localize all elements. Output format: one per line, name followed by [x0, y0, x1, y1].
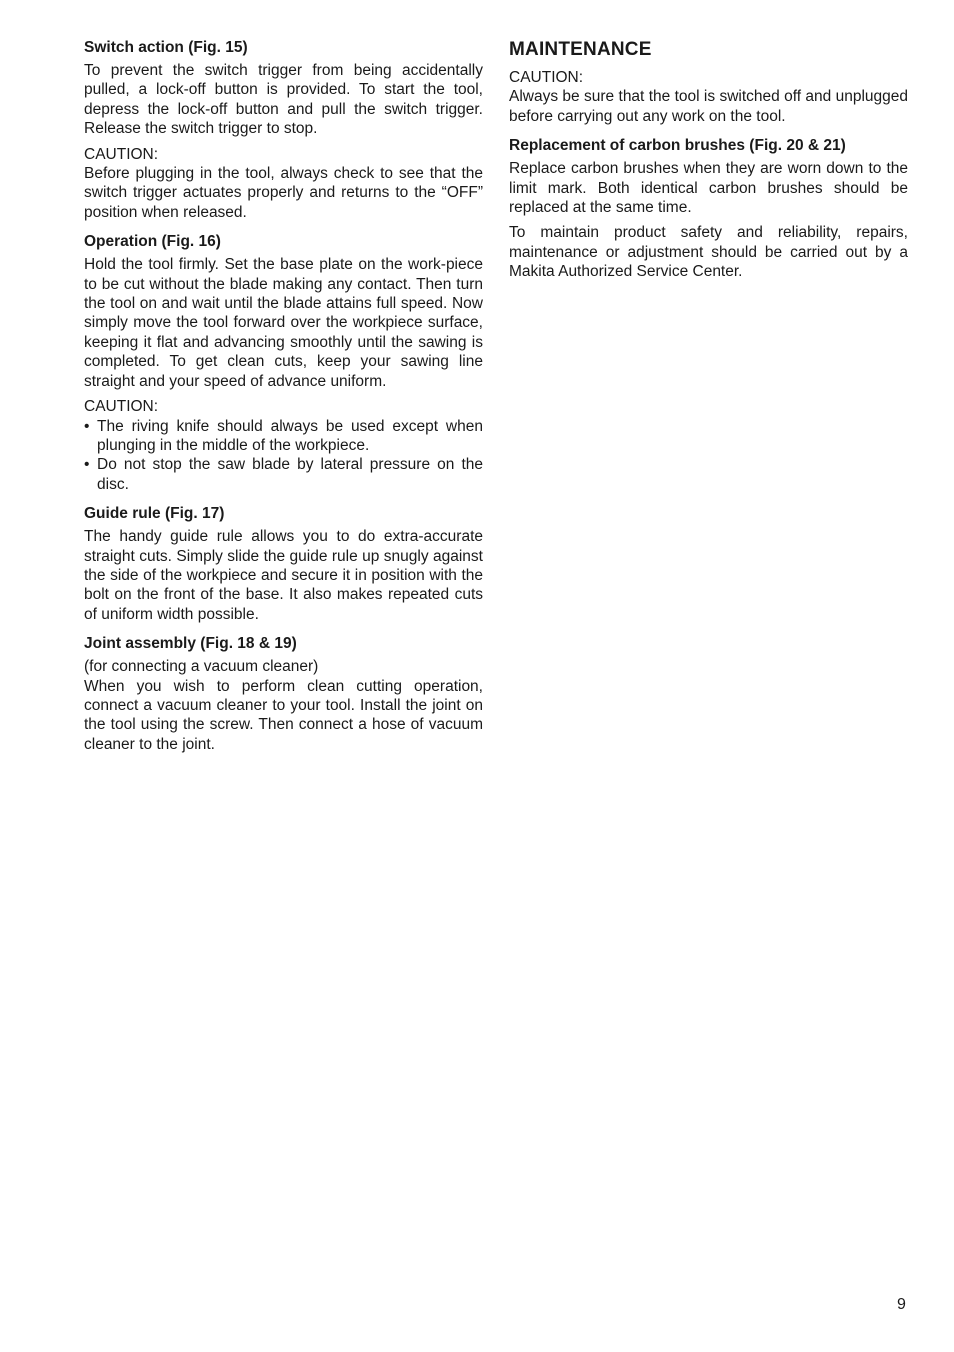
maintenance-section: [509, 38, 908, 126]
carbon-brushes-body-1: Replace carbon brushes when they are worn down to the limit mark. Both identical carbon brushes should be replaced at the same time.: [509, 160, 908, 217]
maintenance-heading: MAINTENANCE: [509, 39, 652, 60]
right-column: [509, 38, 908, 292]
left-column: [84, 38, 483, 764]
joint-assembly-subtitle: (for connecting a vacuum cleaner): [84, 658, 319, 676]
carbon-brushes-heading: Replacement of carbon brushes (Fig. 20 & 21): [509, 137, 846, 155]
page-number: 9: [897, 1296, 906, 1313]
operation-section: [84, 232, 483, 494]
switch-action-caution-body: Before plugging in the tool, always check to see that the switch trigger actuates properly and returns to the “OFF” position when released.: [84, 165, 483, 221]
switch-action-heading: Switch action (Fig. 15): [84, 39, 248, 56]
operation-heading: Operation (Fig. 16): [84, 233, 221, 251]
maintenance-caution-label: CAUTION:: [509, 69, 584, 86]
guide-rule-heading: Guide rule (Fig. 17): [84, 505, 225, 523]
switch-action-body: To prevent the switch trigger from being accidentally pulled, a lock-off button is provided. To start the tool, depress the lock-off button and pull the switch trigger. Release the switch trigger to stop.: [84, 62, 483, 138]
joint-assembly-body: When you wish to perform clean cutting operation, connect a vacuum cleaner to your tool. Install the joint on the tool using the screw. Then connect a hose of vacuum cleaner to the joint.: [84, 677, 483, 753]
bullet-text: The riving knife should always be used except when plunging in the middle of the workpiece.: [97, 417, 483, 454]
guide-rule-body: The handy guide rule allows you to do extra-accurate straight cuts. Simply slide the guide rule up snugly against the side of the workpiece and secure it in position with the bolt on the front of the base. It also makes repeated cuts of uniform width possible.: [84, 528, 483, 623]
maintenance-caution-body: Always be sure that the tool is switched off and unplugged before carrying out any work on the tool.: [509, 88, 908, 125]
carbon-brushes-body-2: To maintain product safety and reliability, repairs, maintenance or adjustment should be carried out by a Makita Authorized Service Center.: [509, 224, 908, 281]
operation-caution-label: CAUTION:: [84, 398, 159, 416]
switch-action-section: [84, 38, 483, 222]
switch-action-caution-label: CAUTION:: [84, 145, 159, 163]
guide-rule-section: [84, 504, 483, 624]
operation-caution-list: [84, 417, 483, 495]
carbon-brushes-section: [509, 136, 908, 281]
list-item: [84, 455, 483, 494]
bullet: •: [84, 417, 90, 435]
list-item: [84, 417, 483, 456]
joint-assembly-section: [84, 634, 483, 754]
joint-assembly-heading: Joint assembly (Fig. 18 & 19): [84, 635, 297, 653]
bullet: •: [84, 456, 90, 474]
operation-body: Hold the tool firmly. Set the base plate on the work-piece to be cut without the blade making any contact. Then turn the tool on and wait until the blade attains full speed. Now simply move the tool forward over the workpiece surface, keeping it flat and advancing smoothly until the sawing is completed. To get clean cuts, keep your sawing line straight and your speed of advance uniform.: [84, 256, 483, 390]
bullet-text: Do not stop the saw blade by lateral pressure on the disc.: [97, 456, 483, 493]
